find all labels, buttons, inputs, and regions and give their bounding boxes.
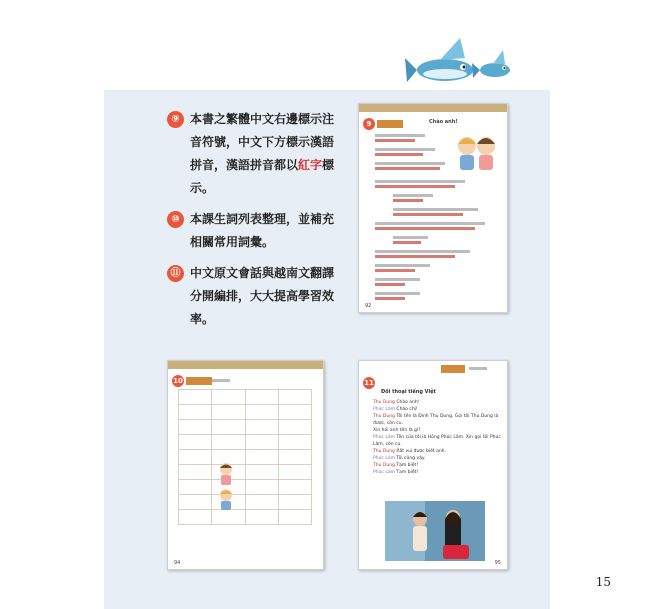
flying-fish-illustration <box>405 30 515 100</box>
sample-page-thumbnail-10: 10 94 <box>167 360 324 570</box>
cartoon-characters-image <box>216 461 236 511</box>
feature-item-10: ⑩ 本課生詞列表整理，並補充相關常用詞彙。 <box>167 208 342 254</box>
cartoon-characters-image <box>454 132 499 172</box>
vocabulary-table <box>178 389 312 525</box>
page-number: 15 <box>595 575 611 589</box>
thumbnail-badge: 11 <box>364 379 374 387</box>
thumbnail-badge: 9 <box>363 118 375 130</box>
vietnamese-dialog: Thu Dung Chào anh! Phúc Lâm Chào chị! Thu Dung Tôi tên là Đinh Thu Dung. Gọi tôi Thu Dung là được, còn cu. Xin hỏi anh tên là gì? Phúc Lâm Tên của tôi là Hồng Phúc Lâm. Xin gọi tôi Phúc Lâm, còn cu. Thu Dung Rất vui được biết anh. Phúc Lâm Tôi cũng vậy. Thu Dung Tạm biệt! Phúc Lâm Tạm biệt! <box>373 400 501 475</box>
sample-page-thumbnail-9: 9 Chào anh! 92 <box>358 103 508 313</box>
sample-page-thumbnail-11: 11 Đối thoại tiếng Việt Thu Dung Chào anh! Phúc Lâm Chào chị! Thu Dung Tôi tên là Đinh Thu Dung. Gọi tôi Thu Dung là được, còn cu. Xin hỏi anh tên là gì? Phúc Lâm Tên của tôi là Hồng Phúc Lâm. Xin gọi tôi Phúc Lâm, còn cu. Thu Dung Rất vui được biết anh. Phúc Lâm Tôi cũng vậy. Thu Dung Tạm biệt! Phúc Lâm Tạm biệt! 95 <box>358 360 508 570</box>
feature-item-11: ⑪ 中文原文會話與越南文翻譯分開編排，大大提高學習效率。 <box>167 262 342 331</box>
number-badge: ⑨ <box>167 111 184 128</box>
feature-item-9: ⑨ 本書之繁體中文右邊標示注音符號，中文下方標示漢語拼音，漢語拼音都以紅字標示。 <box>167 108 342 200</box>
thumbnail-badge: 10 <box>173 377 183 385</box>
feature-list <box>167 108 342 339</box>
number-badge: ⑩ <box>167 211 184 228</box>
number-badge: ⑪ <box>167 265 184 282</box>
photo-two-women-talking <box>385 501 485 561</box>
